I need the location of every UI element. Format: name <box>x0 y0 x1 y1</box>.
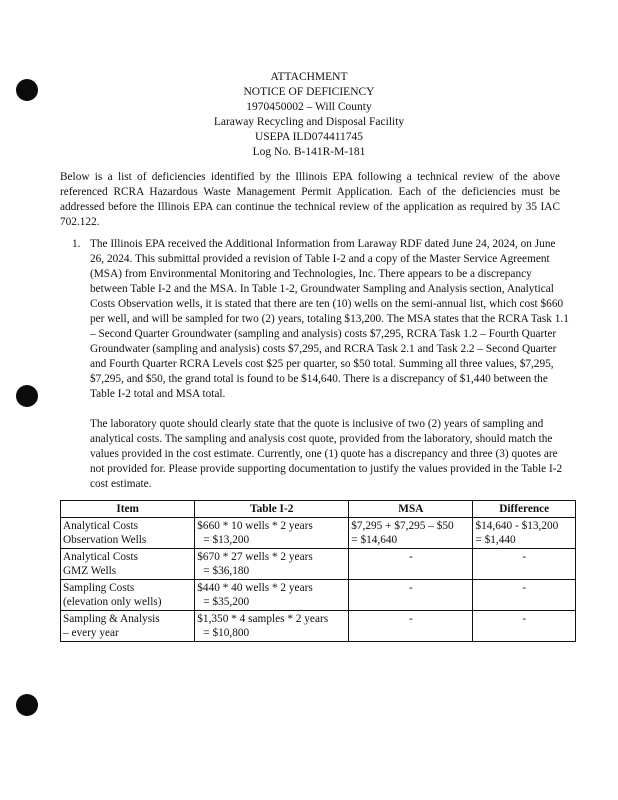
header-log-number: Log No. B-141R-M-181 <box>252 146 366 158</box>
cell-text: Analytical Costs <box>63 520 138 532</box>
item-paragraph-1: The Illinois EPA received the Additional Information from Laraway RDF dated June 24, 2024, on June 26, 2024. This submittal provided a revision of Table I-2 and a copy of the Master Service Agreement (MSA) from Environmental Monitoring and Technologies, Inc. There appears to be a discrepancy between Table I-2 and the MSA. In Table 1-2, Groundwater Sampling and Analysis section, Analytical Costs Observation wells, it is stated that there are ten (10) wells on the semi-annual list, which cost $660 per well, and will be sampled for two (2) years, totaling $13,200. The MSA states that the RCRA Task 1.1 – Second Quarter Groundwater (sampling and analysis) costs $7,295, RCRA Task 1.2 – Fourth Quarter Groundwater (sampling and analysis) costs $7,295, and RCRA Task 2.1 and Task 2.2 – Second Quarter and Fourth Quarter RCRA Levels cost $25 per quarter, so $50 total. Summing all three values, $7,295, $7,295, and $50, the grand total is found to be $14,640. There is a discrepancy of $1,440 between the Table I-2 total and MSA total. <box>90 238 569 400</box>
cell-text: $660 * 10 wells * 2 years <box>197 520 313 532</box>
cell-text: $1,350 * 4 samples * 2 years <box>197 613 329 625</box>
header-facility-id: 1970450002 – Will County <box>246 101 372 113</box>
cell-table-i2 <box>195 549 349 580</box>
table-row <box>61 611 576 642</box>
cell-msa: - <box>349 549 473 580</box>
cell-text: = $14,640 <box>351 534 398 546</box>
cell-text: Sampling & Analysis <box>63 613 160 625</box>
column-header-item: Item <box>61 501 195 518</box>
cell-text: (elevation only wells) <box>63 596 162 608</box>
cell-item <box>61 518 195 549</box>
cell-text: Observation Wells <box>63 534 147 546</box>
header-title: ATTACHMENT <box>270 71 348 83</box>
deficiency-item-1 <box>60 237 570 492</box>
cell-table-i2 <box>195 580 349 611</box>
cell-text: GMZ Wells <box>63 565 117 577</box>
header-usepa-id: USEPA ILD074411745 <box>254 131 364 143</box>
cell-table-i2 <box>195 518 349 549</box>
cell-table-i2 <box>195 611 349 642</box>
cell-difference <box>473 518 576 549</box>
item-number: 1. <box>72 238 81 250</box>
punch-hole-bottom <box>16 694 38 716</box>
table-header-row <box>61 501 576 518</box>
cell-text: – every year <box>63 627 119 639</box>
cell-difference: - <box>473 611 576 642</box>
cell-msa: - <box>349 611 473 642</box>
cell-item <box>61 580 195 611</box>
cell-text: $440 * 40 wells * 2 years <box>197 582 313 594</box>
cell-msa: - <box>349 580 473 611</box>
cell-text: = $10,800 <box>203 627 250 639</box>
cell-text: = $36,180 <box>203 565 250 577</box>
cell-text: $670 * 27 wells * 2 years <box>197 551 313 563</box>
cell-msa <box>349 518 473 549</box>
cell-text: = $35,200 <box>203 596 250 608</box>
document-header <box>0 70 618 160</box>
table-row <box>61 580 576 611</box>
header-facility-name: Laraway Recycling and Disposal Facility <box>213 116 405 128</box>
column-header-table-i2: Table I-2 <box>195 501 349 518</box>
intro-paragraph: Below is a list of deficiencies identified by the Illinois EPA following a technical review of the above referenced RCRA Hazardous Waste Management Permit Application. Each of the deficiencies must be addressed before the Illinois EPA can continue the technical review of the application as required by 35 IAC 702.122. <box>60 171 560 228</box>
table-row <box>61 549 576 580</box>
cell-text: Analytical Costs <box>63 551 138 563</box>
cell-text: Sampling Costs <box>63 582 135 594</box>
cell-difference: - <box>473 549 576 580</box>
punch-hole-middle <box>16 385 38 407</box>
cell-item <box>61 611 195 642</box>
cost-comparison-table <box>60 500 576 642</box>
column-header-msa: MSA <box>349 501 473 518</box>
column-header-difference: Difference <box>473 501 576 518</box>
cell-text: $7,295 + $7,295 – $50 <box>351 520 454 532</box>
item-paragraph-2: The laboratory quote should clearly state that the quote is inclusive of two (2) years of sampling and analytical costs. The sampling and analysis cost quote, provided from the laboratory, should match the values provided in the cost estimate. Currently, one (1) quote has a discrepancy and three (3) quotes are not provided for. Please provide supporting documentation to justify the values provided in the Table I-2 cost estimate. <box>90 418 563 490</box>
cell-text: $14,640 - $13,200 <box>475 520 559 532</box>
cell-text: = $13,200 <box>203 534 250 546</box>
cell-text: = $1,440 <box>475 534 516 546</box>
header-subtitle: NOTICE OF DEFICIENCY <box>243 86 375 98</box>
table-row <box>61 518 576 549</box>
cell-difference: - <box>473 580 576 611</box>
cell-item <box>61 549 195 580</box>
